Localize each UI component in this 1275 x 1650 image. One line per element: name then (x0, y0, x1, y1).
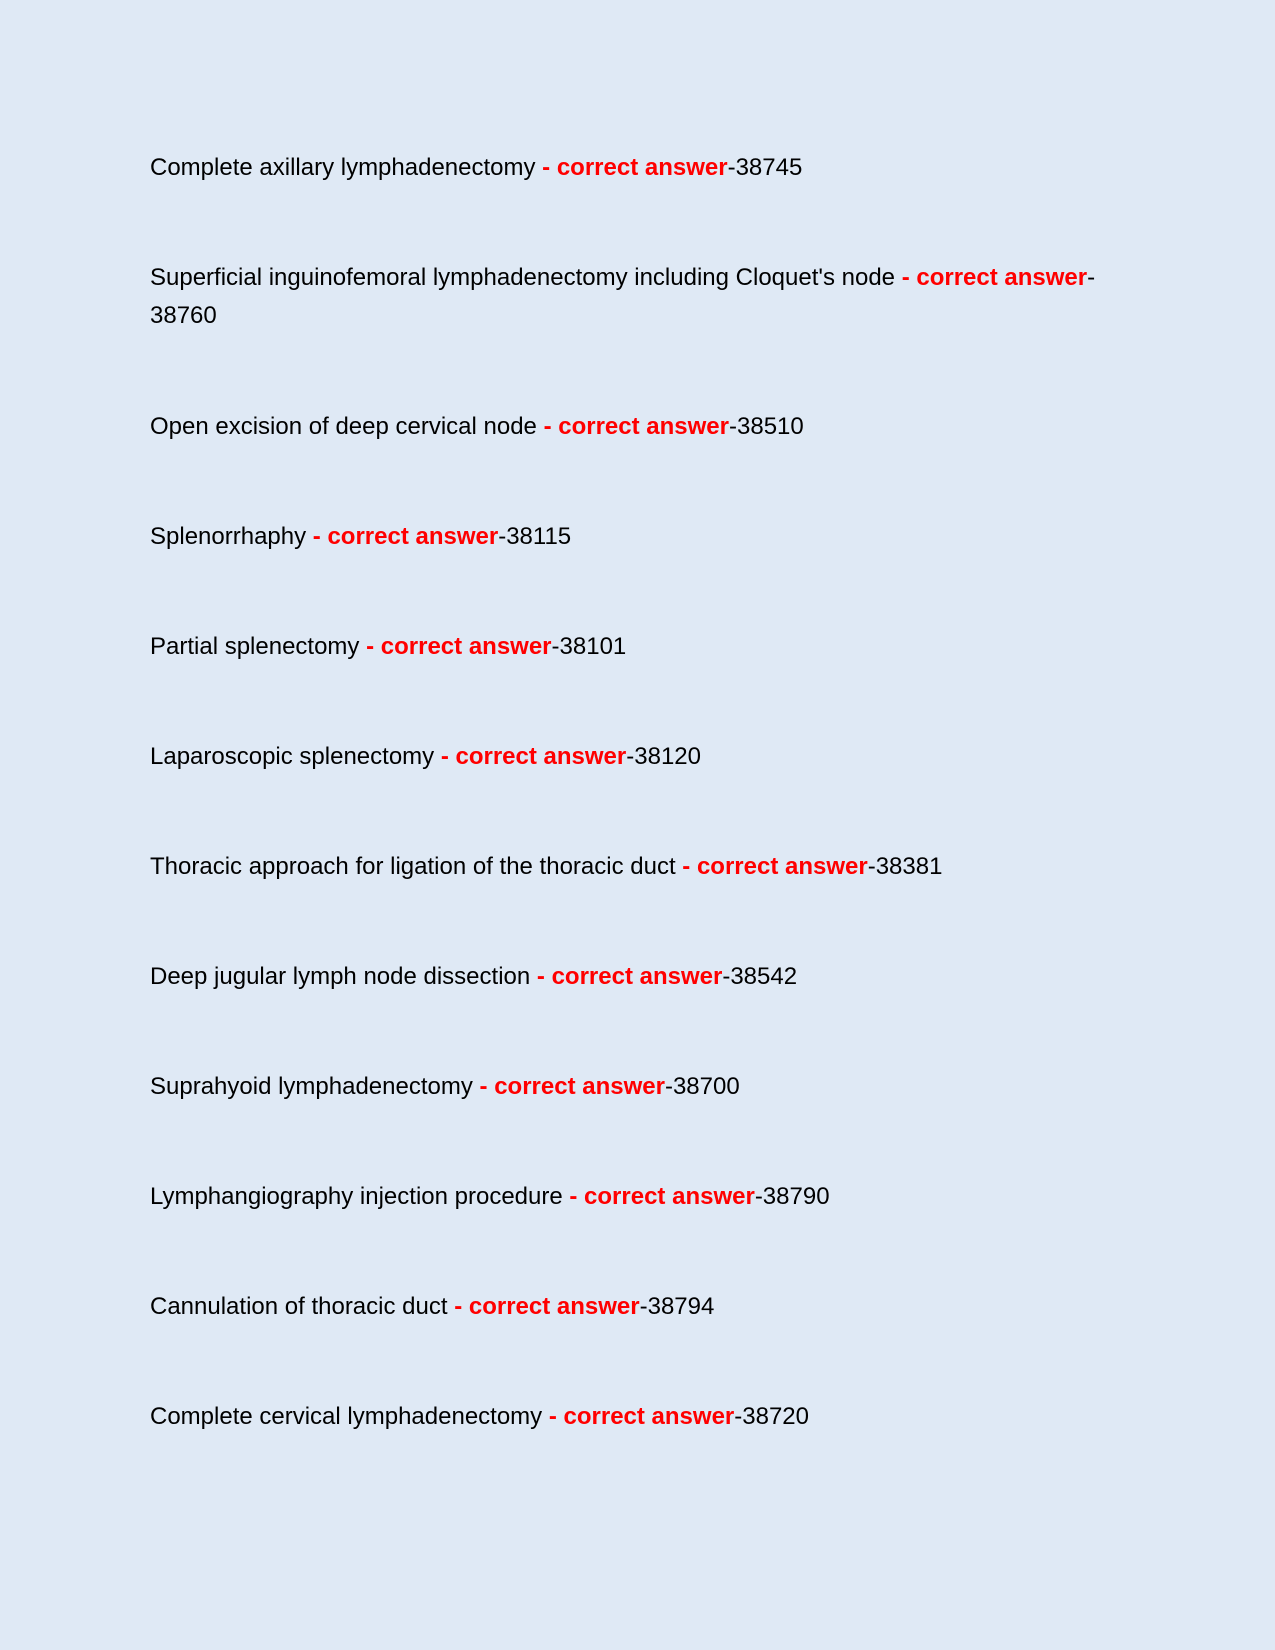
question-text: Suprahyoid lymphadenectomy (150, 1073, 473, 1100)
answer-label: - correct answer (366, 633, 552, 660)
answer-label: - correct answer (543, 413, 729, 440)
qa-item (150, 958, 1110, 996)
question-text: Open excision of deep cervical node (150, 413, 537, 440)
qa-item (150, 259, 1110, 335)
answer-label: - correct answer (569, 1183, 755, 1210)
answer-label: - correct answer (312, 523, 499, 550)
question-text: Splenorrhaphy (150, 523, 307, 550)
answer-code: -38120 (626, 743, 701, 770)
qa-item (150, 408, 1110, 446)
answer-code: -38101 (551, 633, 627, 660)
answer-label: - correct answer (682, 853, 868, 880)
answer-code: -38700 (664, 1073, 740, 1100)
answer-label: - correct answer (542, 154, 728, 181)
question-text: Partial splenectomy (150, 633, 360, 660)
answer-label: - correct answer (548, 1403, 735, 1430)
question-text: Deep jugular lymph node dissection (150, 963, 531, 990)
question-text: Lymphangiography injection procedure (150, 1183, 563, 1210)
qa-item (150, 738, 1110, 776)
qa-item (150, 848, 1110, 886)
answer-code: -38760 (150, 264, 1096, 329)
question-text: Cannulation of thoracic duct (150, 1293, 448, 1320)
question-text: Laparoscopic splenectomy (150, 743, 435, 770)
answer-label: - correct answer (440, 743, 627, 770)
qa-item (150, 1288, 1110, 1326)
qa-item (150, 1178, 1110, 1216)
qa-item (150, 149, 1110, 187)
question-text: Superficial inguinofemoral lymphadenectomy including Cloquet's node (150, 264, 896, 291)
answer-code: -38745 (727, 154, 803, 181)
answer-code: -38790 (754, 1183, 830, 1210)
answer-code: -38720 (734, 1403, 809, 1430)
qa-item (150, 518, 1110, 556)
answer-label: - correct answer (536, 963, 723, 990)
answer-label: - correct answer (454, 1293, 640, 1320)
qa-item (150, 628, 1110, 666)
qa-item (150, 1398, 1110, 1436)
question-text: Complete axillary lymphadenectomy (150, 154, 536, 181)
answer-code: -38115 (498, 523, 572, 550)
answer-code: -38542 (722, 963, 798, 990)
qa-item (150, 1068, 1110, 1106)
answer-label: - correct answer (901, 264, 1088, 291)
question-text: Thoracic approach for ligation of the thoracic duct (150, 853, 676, 880)
answer-label: - correct answer (479, 1073, 665, 1100)
question-text: Complete cervical lymphadenectomy (150, 1403, 543, 1430)
answer-code: -38794 (639, 1293, 715, 1320)
answer-code: -38381 (867, 853, 943, 880)
answer-code: -38510 (729, 413, 804, 440)
